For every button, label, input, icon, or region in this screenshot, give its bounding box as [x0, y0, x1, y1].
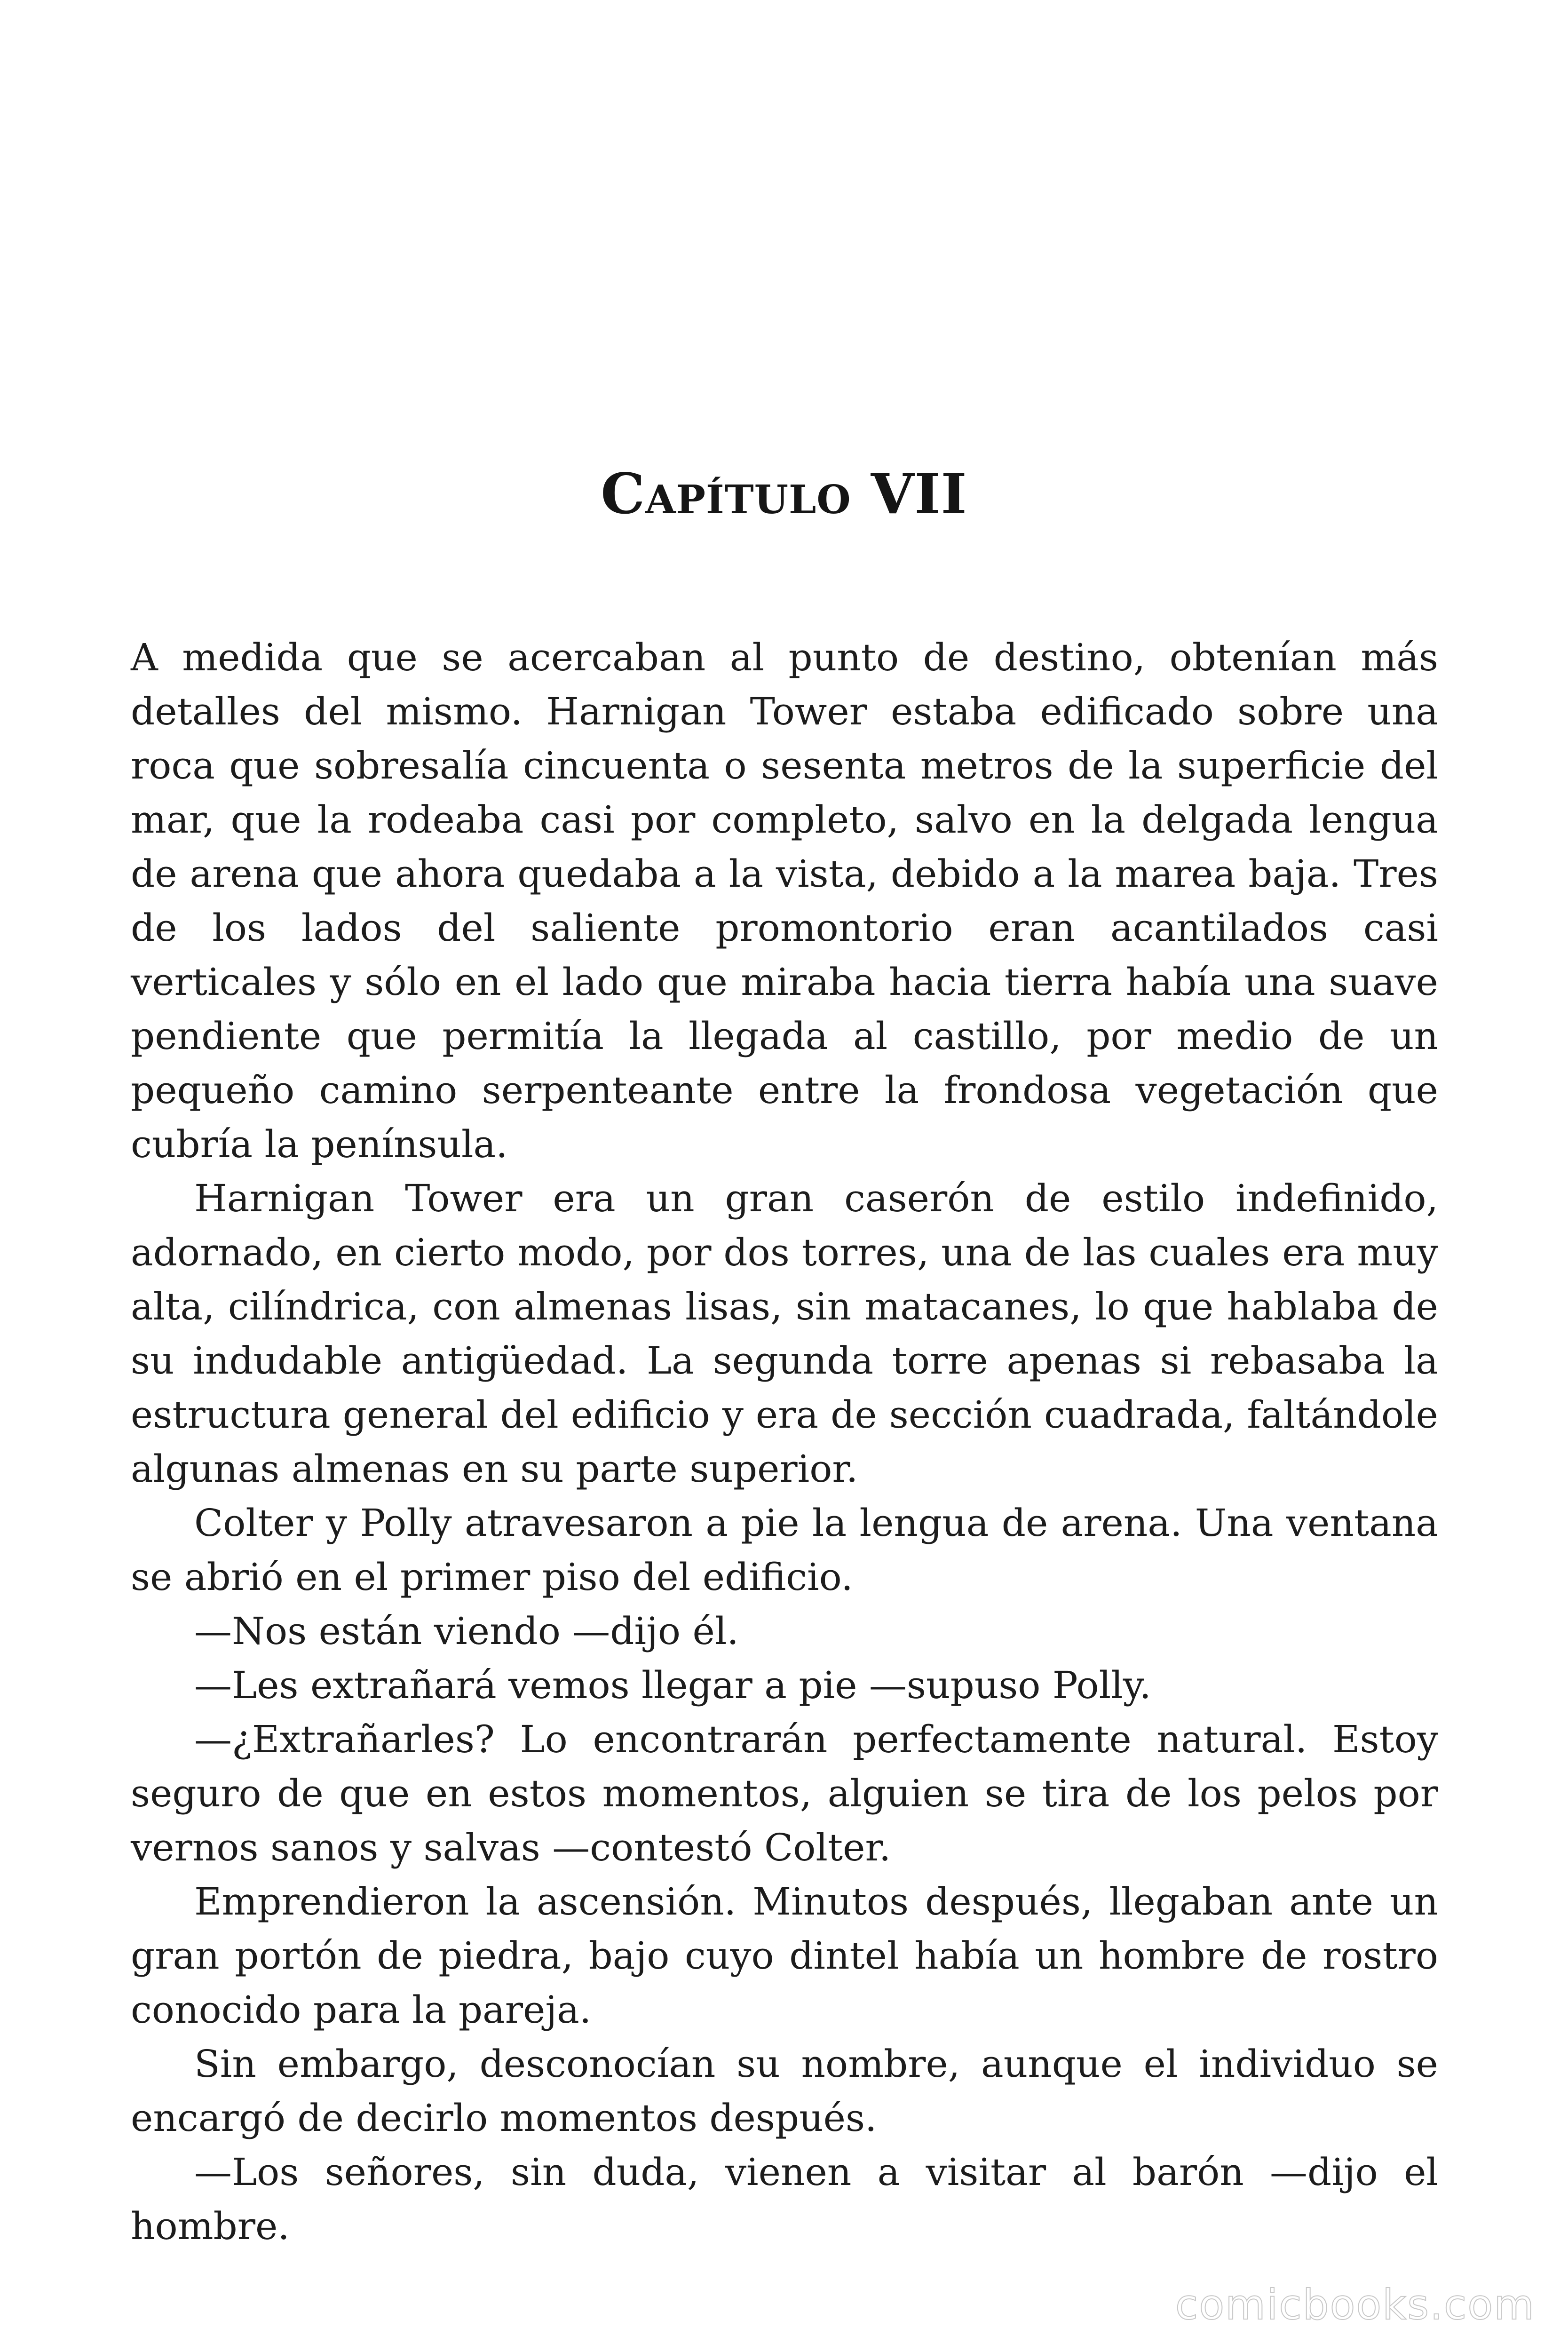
text-block [131, 630, 1438, 2253]
dialogue-line-4: —Los señores, sin duda, vienen a visitar al barón —dijo el hombre. [131, 2150, 1438, 2248]
paragraph-4: Emprendieron la ascensión. Minutos después, llegaban ante un gran portón de piedra, bajo cuyo dintel había un hombre de rostro conocido para la pareja. [131, 1880, 1438, 2032]
dialogue-line-1: —Nos están viendo —dijo él. [194, 1609, 739, 1653]
dialogue-line-3: —¿Extrañarles? Lo encontrarán perfectamente natural. Estoy seguro de que en estos momentos, alguien se tira de los pelos por vernos sanos y salvas —contestó Colter. [131, 1717, 1438, 1869]
chapter-title: Capítulo VII [601, 461, 967, 526]
paragraph-1: A medida que se acercaban al punto de destino, obtenían más detalles del mismo. Harnigan Tower estaba edificado sobre una roca que sobresalía cincuenta o sesenta metros de la superficie del mar, que la rodeaba casi por completo, salvo en la delgada lengua de arena que ahora quedaba a la vista, debido a la marea baja. Tres de los lados del saliente promontorio eran acantilados casi verticales y sólo en el lado que miraba hacia tierra había una suave pendiente que permitía la llegada al castillo, por medio de un pequeño camino serpenteante entre la frondosa vegetación que cubría la península. [131, 636, 1438, 1166]
paragraph-5: Sin embargo, desconocían su nombre, aunque el individuo se encargó de decirlo momentos después. [131, 2042, 1438, 2140]
paragraph-3: Colter y Polly atravesaron a pie la lengua de arena. Una ventana se abrió en el primer piso del edificio. [131, 1501, 1438, 1599]
dialogue-line-2: —Les extrañará vemos llegar a pie —supuso Polly. [194, 1663, 1151, 1707]
watermark: comicbooks.com [1175, 2280, 1535, 2329]
paragraph-2: Harnigan Tower era un gran caserón de estilo indefinido, adornado, en cierto modo, por dos torres, una de las cuales era muy alta, cilíndrica, con almenas lisas, sin matacanes, lo que hablaba de su indudable antigüedad. La segunda torre apenas si rebasaba la estructura general del edificio y era de sección cuadrada, faltándole algunas almenas en su parte superior. [131, 1176, 1438, 1491]
